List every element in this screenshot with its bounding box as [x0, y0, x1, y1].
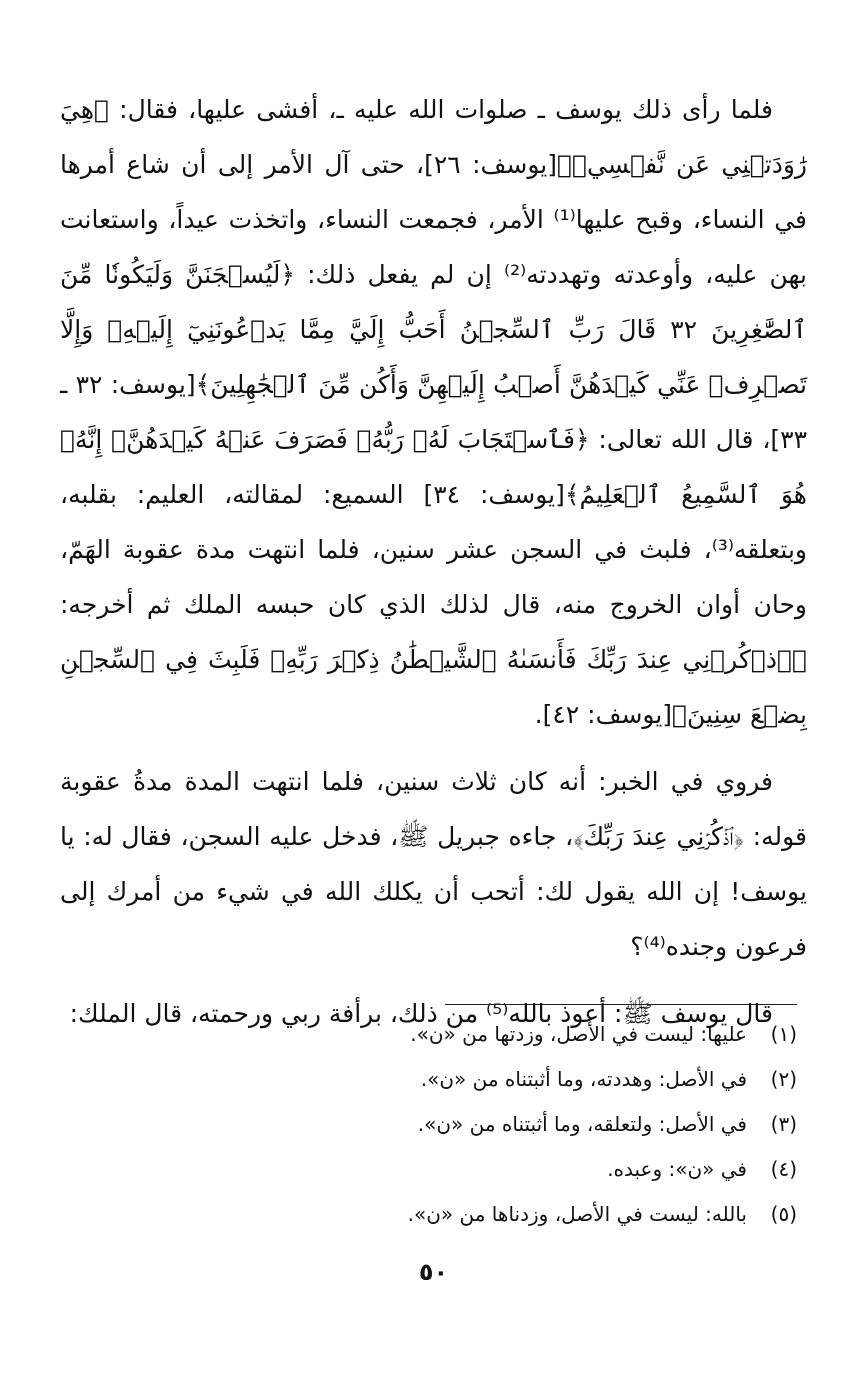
footnote-text: في الأصل: وهددته، وما أثبتناه من «ن». [420, 1067, 747, 1091]
footnote-text: عليها: ليست في الأصل، وزدتها من «ن». [410, 1022, 747, 1046]
paragraph-3: قال يوسف ﷺ: أعوذ بالله⁽⁵⁾ من ذلك، برأفة ربي ورحمته، قال الملك: [69, 999, 773, 1028]
paragraph-1: فلما رأى ذلك يوسف ـ صلوات الله عليه ـ، أفشى عليها، فقال: ﴿هِيَ رَٰوَدَتۡنِي عَن نَّفۡسِيۚ﴾[يوسف: ٢٦]، حتى آل الأمر إلى أن شاع أمرها في النساء، وقبح عليها⁽¹⁾ الأمر، فجمعت النساء، واتخذت عيداً، واستعانت بهن عليه، وأوعدته وتهددته⁽²⁾ إن لم يفعل ذلك: ﴿لَيُسۡجَنَنَّ وَلَيَكُونٗا مِّنَ ٱلصَّٰغِرِينَ ٣٢ قَالَ رَبِّ ٱلسِّجۡنُ أَحَبُّ إِلَيَّ مِمَّا يَدۡعُونَنِيٓ إِلَيۡهِۖ وَإِلَّا تَصۡرِفۡ عَنِّي كَيۡدَهُنَّ أَصۡبُ إِلَيۡهِنَّ وَأَكُن مِّنَ ٱلۡجَٰهِلِينَ﴾[يوسف: ٣٢ ـ ٣٣]، قال الله تعالى: ﴿فَٱسۡتَجَابَ لَهُۥ رَبُّهُۥ فَصَرَفَ عَنۡهُ كَيۡدَهُنَّۚ إِنَّهُۥ هُوَ ٱلسَّمِيعُ ٱلۡعَلِيمُ﴾[يوسف: ٣٤] السميع: لمقالته، العليم: بقلبه، وبتعلقه⁽³⁾، فلبث في السجن عشر سنين، فلما انتهت مدة عقوبة الهَمّ، وحان أوان الخروج منه، قال لذلك الذي كان حبسه الملك ثم أخرجه: ﴿ٱذۡكُرۡنِي عِندَ رَبِّكَ فَأَنسَىٰهُ ٱلشَّيۡطَٰنُ ذِكۡرَ رَبِّهِۦ فَلَبِثَ فِي ٱلسِّجۡنِ بِضۡعَ سِنِينَ﴾[يوسف: ٤٢]. [60, 95, 808, 729]
footnote-number: (٢) [770, 1067, 797, 1091]
footnote-number: (٣) [770, 1112, 797, 1136]
footnote-number: (٤) [770, 1157, 797, 1181]
footnote-item [100, 1147, 797, 1192]
page-number: ٥٠ [418, 1258, 449, 1286]
footnote-item [100, 1192, 797, 1237]
footnote-number: (٥) [770, 1202, 797, 1226]
footnote-item [100, 1057, 797, 1102]
footnotes-list [100, 1012, 797, 1237]
paragraph-2: فروي في الخبر: أنه كان ثلاث سنين، فلما انتهت المدة مدةُ عقوبة قوله: ﴿ٱذۡكُرۡنِي عِندَ رَبِّكَ﴾، جاءه جبريل ﷺ، فدخل عليه السجن، فقال له: يا يوسف! إن الله يقول لك: أتحب أن يكلك الله في شيء من أمرك إلى فرعون وجنده⁽⁴⁾؟ [60, 767, 807, 961]
footnote-number: (١) [770, 1022, 797, 1046]
footnote-text: في الأصل: ولتعلقه، وما أثبتناه من «ن». [417, 1112, 747, 1136]
footnote-text: بالله: ليست في الأصل، وزدناها من «ن». [407, 1202, 747, 1226]
main-text-body [60, 82, 807, 1053]
footnote-separator [445, 1004, 797, 1005]
footnote-text: في «ن»: وعبده. [607, 1157, 747, 1181]
footnote-item [100, 1102, 797, 1147]
footnote-item [100, 1012, 797, 1057]
